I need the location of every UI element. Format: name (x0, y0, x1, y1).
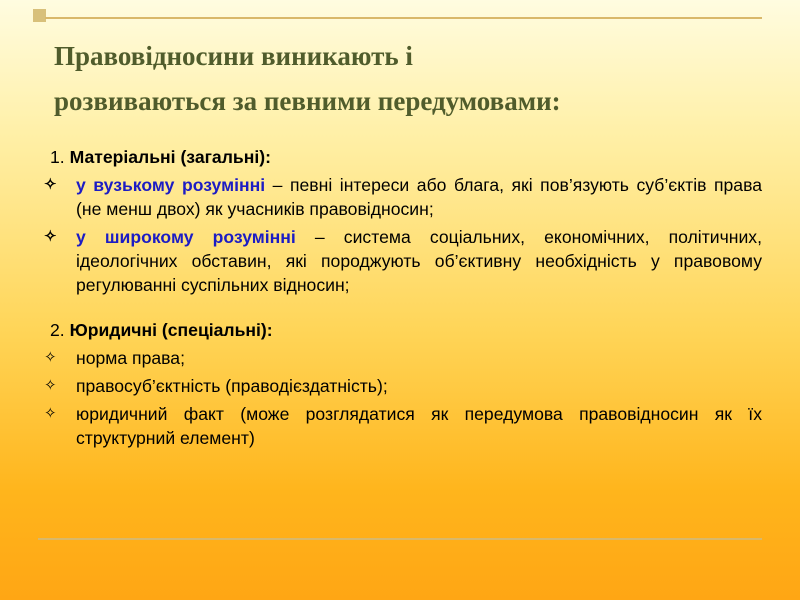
list-item-text: норма права; (76, 348, 185, 368)
section-heading-text: Юридичні (спеціальні): (69, 320, 273, 340)
highlight-term: у вузькому розумінні (76, 175, 266, 195)
decorative-square (33, 9, 46, 22)
item-description: – система соціальних, економічних, політичних, ідеологічних обставин, які породжують об’єктивну необхідність у правовому регулюванні суспільних відносин; (76, 227, 762, 295)
section-heading-text: Матеріальні (загальні): (69, 147, 271, 167)
list-item-text (76, 173, 762, 221)
section-number: 1. (50, 147, 65, 167)
top-divider (45, 17, 762, 19)
list-item (44, 225, 762, 297)
list-item (44, 346, 762, 370)
star-bullet-icon: ✧ (44, 377, 57, 394)
list-item-text: юридичний факт (може розглядатися як передумова правовідносин як їх структурний елемент) (76, 404, 762, 448)
section-heading-material (44, 145, 762, 169)
slide-content (44, 145, 762, 450)
title-line-1: Правовідносини виникають і (54, 41, 413, 71)
highlight-term: у широкому розумінні (76, 227, 296, 247)
bottom-divider (38, 538, 762, 540)
list-item-text (76, 225, 762, 297)
star-bullet-icon: ✧ (44, 176, 57, 193)
title-line-2: розвиваються за певними передумовами: (54, 86, 561, 116)
star-bullet-icon: ✧ (44, 349, 57, 366)
star-bullet-icon: ✧ (44, 228, 57, 245)
section-number: 2. (50, 320, 65, 340)
section-heading-legal (44, 318, 762, 342)
list-item (44, 374, 762, 398)
slide-title (54, 34, 754, 124)
item-description: – певні інтереси або блага, які пов’язують суб’єктів права (не менш двох) як учасників правовідносин; (76, 175, 763, 219)
star-bullet-icon: ✧ (44, 405, 57, 422)
list-item-text: правосуб’єктність (праводієздатність); (76, 376, 388, 396)
list-item (44, 173, 762, 221)
list-item (44, 402, 762, 450)
